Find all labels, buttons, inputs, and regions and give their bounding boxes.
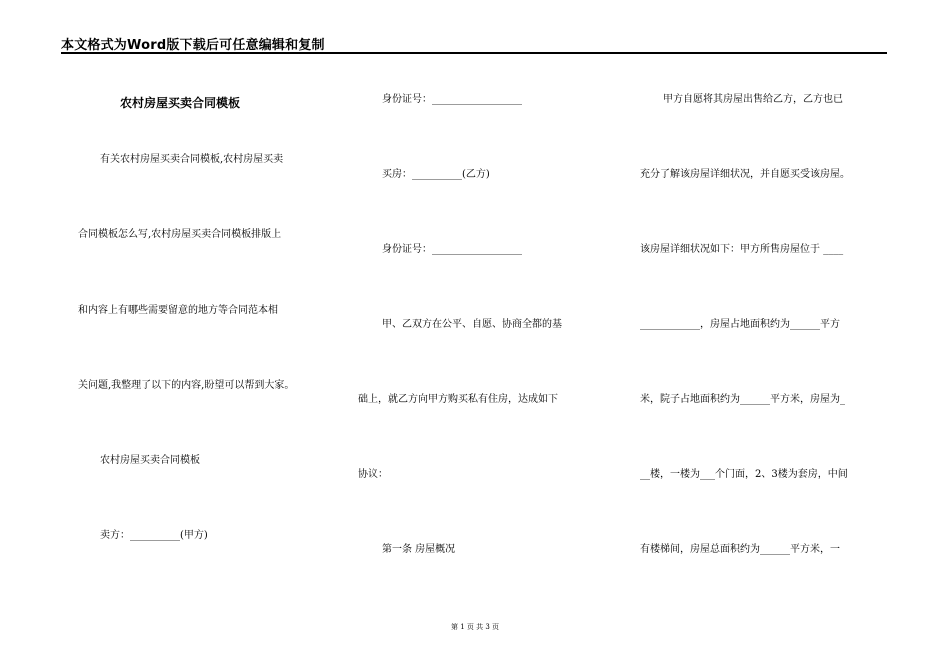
header-text: 本文格式为Word版下载后可任意编辑和复制 [61,38,325,53]
col2-line-6: 协议： [358,469,388,480]
col3-line-2: 充分了解该房屋详细状况，并自愿买受该房屋。 [640,169,850,180]
col2-line-7: 第一条 房屋概况 [382,544,456,555]
page-header [61,34,887,54]
page-number: 第 1 页 共 3 页 [450,623,500,631]
col1-line-4: 关问题,我整理了以下的内容,盼望可以帮到大家。 [78,380,295,391]
col1-line-3: 和内容上有哪些需要留意的地方等合同范本相 [78,305,278,316]
col3-line-4: ____________，房屋占地面积约为______平方 [640,319,840,330]
col2-line-1: 身份证号：__________________ [382,94,522,105]
col3-line-1: 甲方自愿将其房屋出售给乙方，乙方也已 [663,94,843,105]
col1-line-6: 卖方：__________(甲方) [100,530,208,541]
document-title: 农村房屋买卖合同模板 [120,96,241,110]
col3-line-5: 米，院子占地面积约为______平方米，房屋为_ [640,394,845,405]
col3-line-6: __楼，一楼为___个门面，2、3楼为套房，中间 [640,469,848,480]
col2-line-4: 甲、乙双方在公平、自愿、协商全都的基 [382,319,562,330]
col1-line-1: 有关农村房屋买卖合同模板,农村房屋买卖 [100,154,284,165]
col3-line-3: 该房屋详细状况如下：甲方所售房屋位于 ____ [640,244,844,255]
col2-line-5: 础上，就乙方向甲方购买私有住房，达成如下 [358,394,558,405]
col2-line-3: 身份证号：__________________ [382,244,522,255]
col3-line-7: 有楼梯间，房屋总面积约为______平方米，一 [640,544,840,555]
col2-line-2: 买房：__________(乙方) [382,169,490,180]
col1-line-2: 合同模板怎么写,农村房屋买卖合同模板排版上 [78,229,282,240]
col1-line-5: 农村房屋买卖合同模板 [100,455,200,466]
